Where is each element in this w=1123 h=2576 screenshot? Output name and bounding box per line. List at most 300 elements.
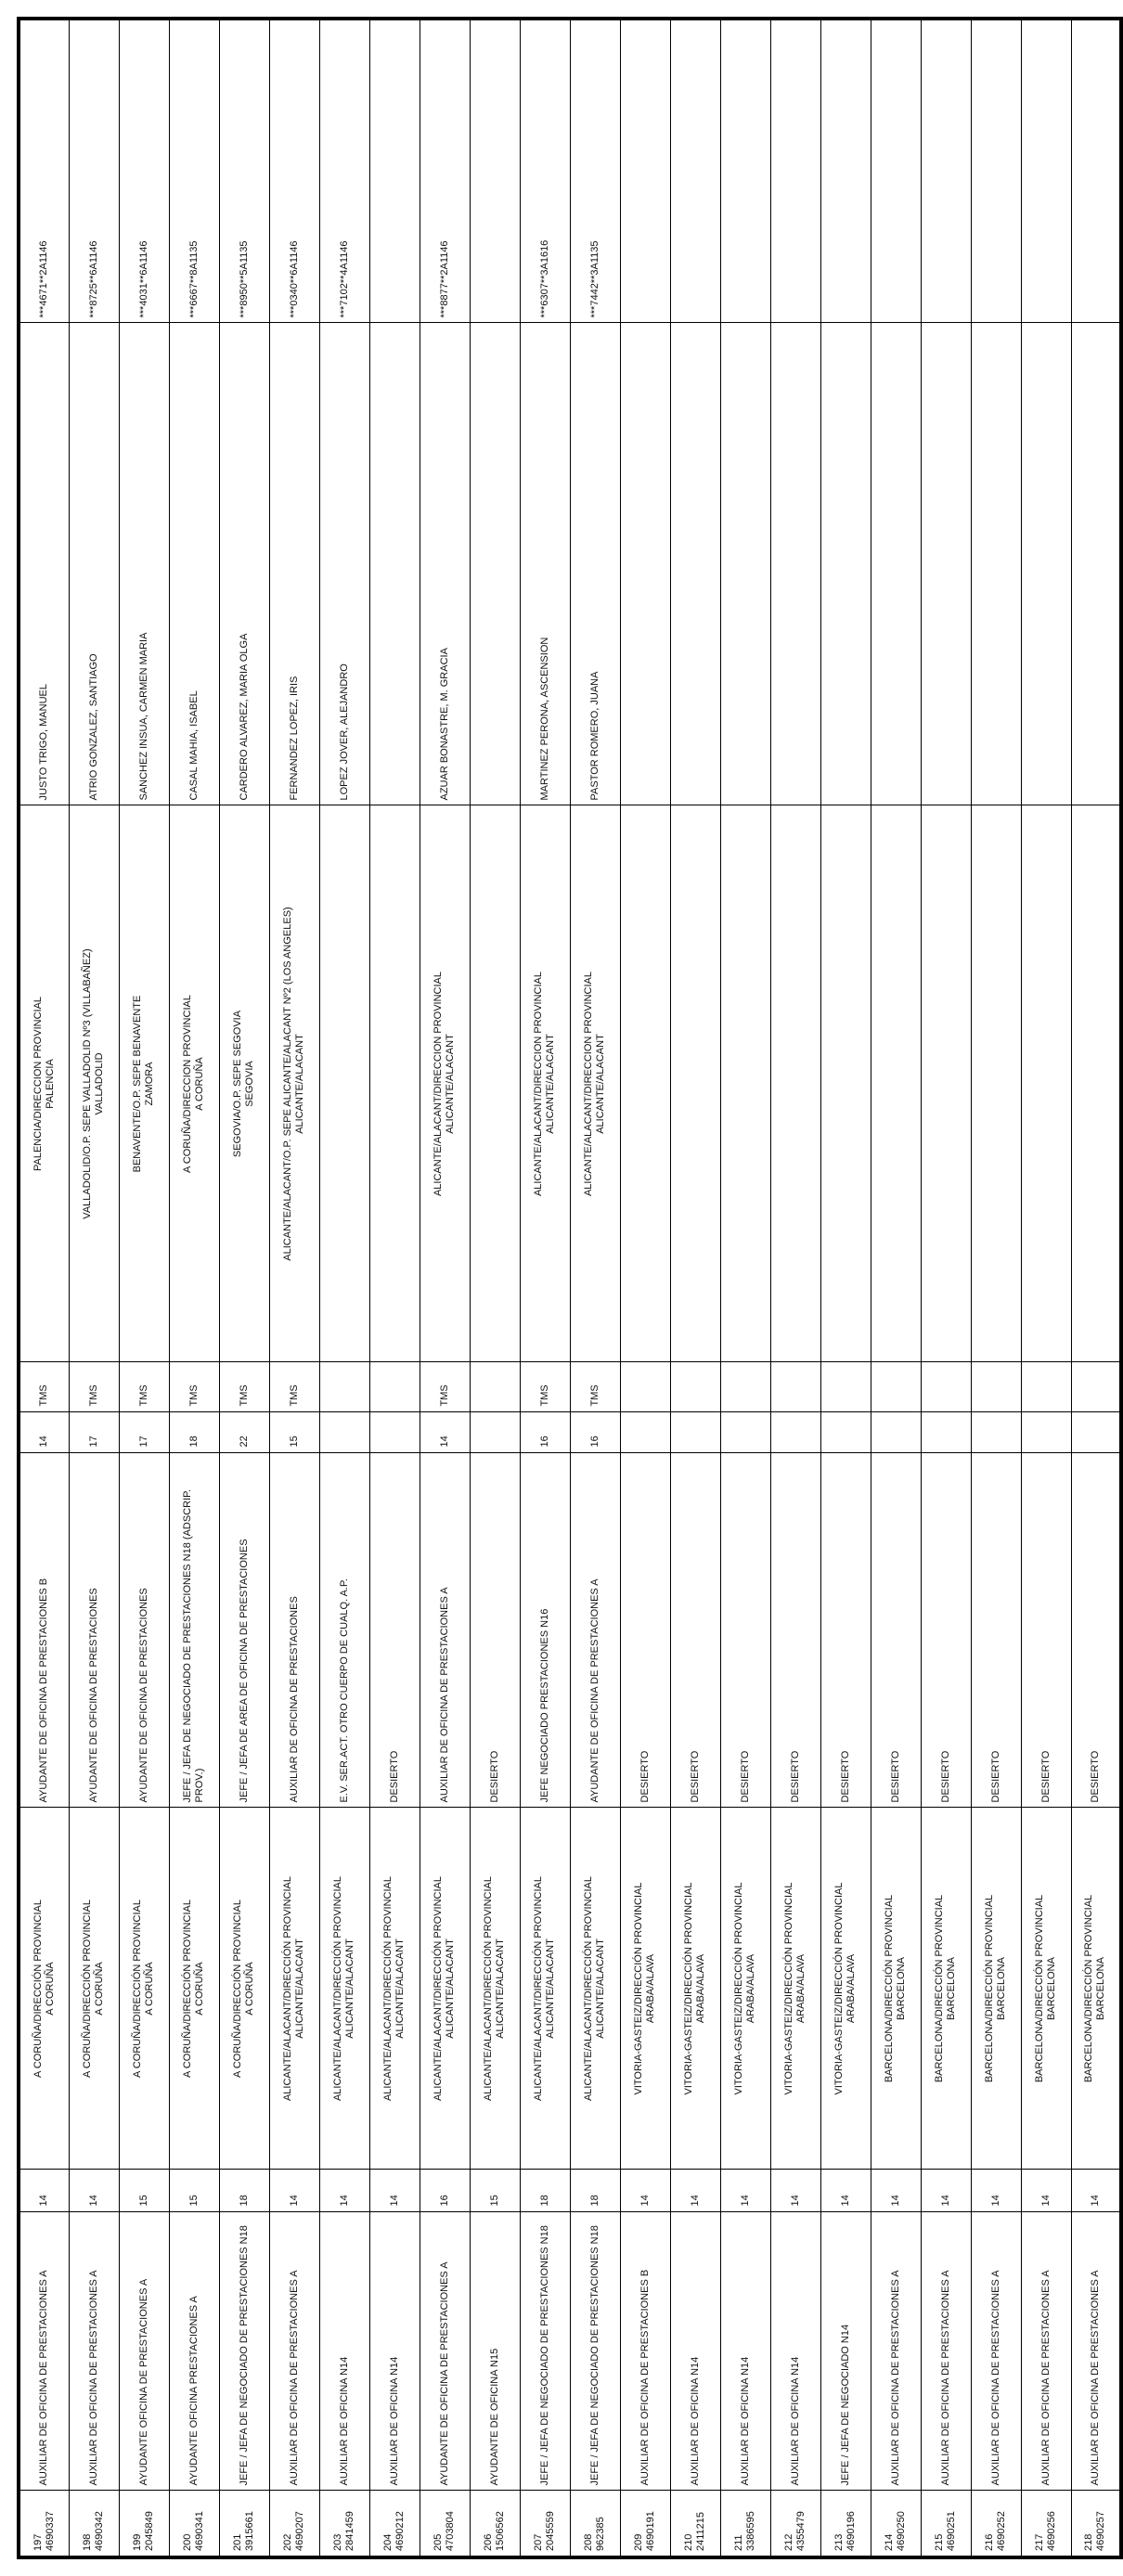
order-cell [1021, 2491, 1071, 2557]
position-cell: AUXILIAR DE OFICINA DE PRESTACIONES B [620, 2212, 670, 2491]
origin-position-cell: AYUDANTE DE OFICINA DE PRESTACIONES [119, 1453, 169, 1808]
name-cell [369, 323, 420, 805]
origin-position-cell: JEFE / JEFA DE NEGOCIADO DE PRESTACIONES N18 (ADSCRIP. PROV.) [169, 1453, 219, 1808]
location-cell [720, 1808, 770, 2170]
order-cell [871, 2491, 921, 2557]
id-cell [1071, 19, 1121, 323]
origin-location-unit: A CORUÑA/DIRECCION PROVINCIAL [182, 995, 193, 1173]
order-number: 214 [884, 2533, 895, 2551]
order-number: 215 [934, 2533, 945, 2551]
table-row [69, 19, 119, 2557]
position-cell: AUXILIAR DE OFICINA DE PRESTACIONES A [971, 2212, 1021, 2491]
order-number: 208 [583, 2533, 594, 2551]
origin-ministry-cell [319, 1362, 369, 1412]
location-cell [19, 1808, 69, 2170]
origin-location-cell [219, 805, 269, 1362]
origin-position-cell: DESIERTO [770, 1453, 820, 1808]
position-cell: AUXILIAR DE OFICINA N14 [670, 2212, 720, 2491]
name-cell [770, 323, 820, 805]
order-cell [620, 2491, 670, 2557]
origin-level-cell [770, 1412, 820, 1453]
origin-ministry-cell [369, 1362, 420, 1412]
origin-level-cell [971, 1412, 1021, 1453]
origin-ministry-cell [720, 1362, 770, 1412]
origin-location-province: A CORUÑA [194, 1057, 205, 1111]
position-code: 2045849 [144, 2511, 155, 2551]
location-cell [921, 1808, 971, 2170]
order-number: 198 [82, 2533, 93, 2551]
order-cell [820, 2491, 871, 2557]
order-number: 203 [332, 2533, 343, 2551]
table-row [620, 19, 670, 2557]
location-province: A CORUÑA [94, 1962, 105, 2016]
origin-location-unit: VALLADOLID/O.P. SEPE VALLADOLID Nº3 (VILLABAÑEZ) [82, 948, 93, 1219]
level-cell: 14 [871, 2170, 921, 2212]
origin-location-cell [921, 805, 971, 1362]
origin-position-cell: DESIERTO [720, 1453, 770, 1808]
location-cell [219, 1808, 269, 2170]
position-cell: AUXILIAR DE OFICINA N14 [720, 2212, 770, 2491]
location-unit: A CORUÑA/DIRECCIÓN PROVINCIAL [82, 1900, 93, 2078]
level-cell: 14 [670, 2170, 720, 2212]
order-cell [69, 2491, 119, 2557]
table-row [269, 19, 319, 2557]
id-cell [670, 19, 720, 323]
location-province: ARABA/ALAVA [695, 1953, 706, 2024]
origin-position-cell: JEFE NEGOCIADO PRESTACIONES N16 [520, 1453, 570, 1808]
origin-location-cell [319, 805, 369, 1362]
name-cell [470, 323, 520, 805]
origin-position-cell: DESIERTO [820, 1453, 871, 1808]
position-code: 962385 [595, 2517, 606, 2551]
location-unit: VITORIA-GASTEIZ/DIRECCIÓN PROVINCIAL [783, 1882, 794, 2095]
origin-location-cell [119, 805, 169, 1362]
origin-location-unit: PALENCIA/DIRECCION PROVINCIAL [32, 996, 44, 1172]
origin-location-cell [169, 805, 219, 1362]
origin-ministry-cell: TMS [119, 1362, 169, 1412]
name-cell: AZUAR BONASTRE, M. GRACIA [420, 323, 470, 805]
origin-position-cell: DESIERTO [871, 1453, 921, 1808]
order-number: 201 [232, 2533, 243, 2551]
id-cell [369, 19, 420, 323]
location-unit: VITORIA-GASTEIZ/DIRECCIÓN PROVINCIAL [833, 1882, 845, 2095]
location-province: A CORUÑA [244, 1962, 255, 2016]
origin-level-cell [921, 1412, 971, 1453]
origin-ministry-cell [971, 1362, 1021, 1412]
level-cell: 14 [820, 2170, 871, 2212]
table-row [1021, 19, 1071, 2557]
location-province: ALICANTE/ALACANT [294, 1938, 305, 2039]
origin-ministry-cell: TMS [570, 1362, 620, 1412]
id-cell [720, 19, 770, 323]
position-cell: AUXILIAR DE OFICINA DE PRESTACIONES A [19, 2212, 69, 2491]
location-province: BARCELONA [1046, 1957, 1057, 2020]
location-province: BARCELONA [996, 1957, 1007, 2020]
order-cell [269, 2491, 319, 2557]
origin-location-province: ZAMORA [144, 1062, 155, 1106]
origin-location-province: ALICANTE/ALACANT [294, 1034, 305, 1134]
origin-level-cell [820, 1412, 871, 1453]
origin-location-cell [720, 805, 770, 1362]
location-cell [470, 1808, 520, 2170]
location-province: ALICANTE/ALACANT [394, 1938, 406, 2039]
order-number: 211 [733, 2534, 744, 2551]
order-number: 204 [382, 2533, 394, 2551]
position-code: 4690341 [194, 2511, 205, 2551]
order-cell [319, 2491, 369, 2557]
origin-ministry-cell [871, 1362, 921, 1412]
order-number: 199 [132, 2533, 143, 2551]
order-number: 216 [984, 2533, 995, 2551]
origin-ministry-cell [1021, 1362, 1071, 1412]
origin-level-cell: 16 [570, 1412, 620, 1453]
position-code: 4690342 [94, 2511, 105, 2551]
location-unit: BARCELONA/DIRECCIÓN PROVINCIAL [1034, 1894, 1045, 2083]
name-cell [820, 323, 871, 805]
location-province: A CORUÑA [44, 1962, 56, 2016]
name-cell: SANCHEZ INSUA, CARMEN MARIA [119, 323, 169, 805]
origin-location-cell [770, 805, 820, 1362]
order-number: 209 [633, 2533, 644, 2551]
table-row [820, 19, 871, 2557]
table-row [369, 19, 420, 2557]
name-cell [670, 323, 720, 805]
origin-location-cell [19, 805, 69, 1362]
level-cell: 14 [369, 2170, 420, 2212]
id-cell [871, 19, 921, 323]
order-number: 200 [182, 2533, 193, 2551]
location-unit: A CORUÑA/DIRECCIÓN PROVINCIAL [232, 1900, 243, 2078]
name-cell: ATRIO GONZALEZ, SANTIAGO [69, 323, 119, 805]
name-cell: FERNANDEZ LOPEZ, IRIS [269, 323, 319, 805]
origin-ministry-cell [921, 1362, 971, 1412]
position-cell: AYUDANTE DE OFICINA DE PRESTACIONES A [420, 2212, 470, 2491]
origin-level-cell: 18 [169, 1412, 219, 1453]
location-province: A CORUÑA [144, 1962, 155, 2016]
origin-level-cell [319, 1412, 369, 1453]
table-row [119, 19, 169, 2557]
order-number: 206 [483, 2533, 494, 2551]
location-cell [420, 1808, 470, 2170]
order-number: 218 [1083, 2533, 1095, 2551]
position-cell: AUXILIAR DE OFICINA DE PRESTACIONES A [871, 2212, 921, 2491]
origin-level-cell [871, 1412, 921, 1453]
level-cell: 18 [570, 2170, 620, 2212]
location-cell [670, 1808, 720, 2170]
location-province: BARCELONA [946, 1957, 957, 2020]
location-cell [520, 1808, 570, 2170]
order-number: 202 [282, 2533, 293, 2551]
position-code: 2841459 [344, 2511, 355, 2551]
location-unit: BARCELONA/DIRECCIÓN PROVINCIAL [884, 1894, 895, 2083]
position-code: 4690337 [44, 2511, 56, 2551]
origin-ministry-cell [1071, 1362, 1121, 1412]
location-cell [620, 1808, 670, 2170]
table-row [520, 19, 570, 2557]
origin-level-cell [670, 1412, 720, 1453]
order-number: 217 [1034, 2533, 1045, 2551]
location-cell [319, 1808, 369, 2170]
location-cell [871, 1808, 921, 2170]
order-number: 212 [783, 2533, 794, 2551]
origin-position-cell: DESIERTO [1071, 1453, 1121, 1808]
location-cell [820, 1808, 871, 2170]
position-cell: AUXILIAR DE OFICINA N14 [770, 2212, 820, 2491]
position-code: 2045559 [545, 2511, 556, 2551]
order-cell [219, 2491, 269, 2557]
origin-level-cell [1071, 1412, 1121, 1453]
position-code: 4690207 [294, 2511, 305, 2551]
id-cell: ***8877**2A1146 [420, 19, 470, 323]
origin-position-cell: DESIERTO [670, 1453, 720, 1808]
location-unit: A CORUÑA/DIRECCIÓN PROVINCIAL [182, 1900, 193, 2078]
origin-level-cell [1021, 1412, 1071, 1453]
origin-location-province: SEGOVIA [244, 1061, 255, 1107]
position-cell: AYUDANTE OFICINA DE PRESTACIONES A [119, 2212, 169, 2491]
location-cell [971, 1808, 1021, 2170]
location-cell [1071, 1808, 1121, 2170]
position-cell: AUXILIAR DE OFICINA DE PRESTACIONES A [1071, 2212, 1121, 2491]
origin-location-unit: ALICANTE/ALACANT/DIRECCION PROVINCIAL [533, 971, 544, 1197]
id-cell: ***4671**2A1146 [19, 19, 69, 323]
origin-level-cell [470, 1412, 520, 1453]
origin-level-cell: 17 [119, 1412, 169, 1453]
origin-level-cell: 17 [69, 1412, 119, 1453]
origin-position-cell: JEFE / JEFA DE AREA DE OFICINA DE PRESTACIONES [219, 1453, 269, 1808]
order-number: 197 [32, 2533, 44, 2551]
level-cell: 15 [470, 2170, 520, 2212]
origin-position-cell: AYUDANTE DE OFICINA DE PRESTACIONES A [570, 1453, 620, 1808]
position-code: 3915661 [244, 2511, 255, 2551]
origin-position-cell: DESIERTO [971, 1453, 1021, 1808]
name-cell [620, 323, 670, 805]
origin-location-cell [971, 805, 1021, 1362]
id-cell [921, 19, 971, 323]
origin-ministry-cell: TMS [69, 1362, 119, 1412]
name-cell [971, 323, 1021, 805]
position-cell: AUXILIAR DE OFICINA N14 [319, 2212, 369, 2491]
name-cell: LOPEZ JOVER, ALEJANDRO [319, 323, 369, 805]
origin-level-cell: 22 [219, 1412, 269, 1453]
origin-location-cell [420, 805, 470, 1362]
origin-location-unit: SEGOVIA/O.P. SEPE SEGOVIA [232, 1010, 243, 1158]
position-cell: JEFE / JEFA DE NEGOCIADO DE PRESTACIONES N18 [570, 2212, 620, 2491]
origin-location-cell [520, 805, 570, 1362]
level-cell: 14 [1071, 2170, 1121, 2212]
id-cell: ***8725**6A1146 [69, 19, 119, 323]
location-province: ARABA/ALAVA [645, 1953, 656, 2024]
origin-ministry-cell: TMS [19, 1362, 69, 1412]
table-row [169, 19, 219, 2557]
table-row [219, 19, 269, 2557]
table-row [720, 19, 770, 2557]
location-province: ARABA/ALAVA [745, 1953, 756, 2024]
origin-location-unit: ALICANTE/ALACANT/O.P. SEPE ALICANTE/ALACANT Nº2 (LOS ANGELES) [282, 907, 293, 1261]
origin-location-cell [69, 805, 119, 1362]
origin-level-cell: 15 [269, 1412, 319, 1453]
table-row [921, 19, 971, 2557]
level-cell: 14 [19, 2170, 69, 2212]
order-cell [770, 2491, 820, 2557]
level-cell: 15 [169, 2170, 219, 2212]
position-cell: JEFE / JEFA DE NEGOCIADO N14 [820, 2212, 871, 2491]
location-cell [770, 1808, 820, 2170]
order-cell [19, 2491, 69, 2557]
name-cell: CARDERO ALVAREZ, MARIA OLGA [219, 323, 269, 805]
id-cell: ***8950**5A1135 [219, 19, 269, 323]
level-cell: 14 [1021, 2170, 1071, 2212]
origin-position-cell: AYUDANTE DE OFICINA DE PRESTACIONES [69, 1453, 119, 1808]
order-number: 210 [683, 2533, 694, 2551]
location-province: A CORUÑA [194, 1962, 205, 2016]
location-province: ALICANTE/ALACANT [595, 1938, 606, 2039]
order-cell [520, 2491, 570, 2557]
location-unit: BARCELONA/DIRECCIÓN PROVINCIAL [1083, 1894, 1095, 2083]
location-cell [69, 1808, 119, 2170]
origin-location-cell [670, 805, 720, 1362]
position-code: 4690212 [394, 2511, 406, 2551]
name-cell: JUSTO TRIGO, MANUEL [19, 323, 69, 805]
position-cell: AUXILIAR DE OFICINA DE PRESTACIONES A [69, 2212, 119, 2491]
location-unit: ALICANTE/ALACANT/DIRECCIÓN PROVINCIAL [583, 1875, 594, 2102]
name-cell: MARTINEZ PERONA, ASCENSION [520, 323, 570, 805]
table-row [570, 19, 620, 2557]
name-cell [1071, 323, 1121, 805]
location-province: BARCELONA [1095, 1957, 1107, 2020]
resolution-table [17, 17, 1123, 2559]
level-cell: 18 [219, 2170, 269, 2212]
level-cell: 15 [119, 2170, 169, 2212]
position-cell: JEFE / JEFA DE NEGOCIADO DE PRESTACIONES N18 [219, 2212, 269, 2491]
location-unit: ALICANTE/ALACANT/DIRECCIÓN PROVINCIAL [282, 1875, 293, 2102]
level-cell: 14 [620, 2170, 670, 2212]
position-cell: AUXILIAR DE OFICINA DE PRESTACIONES A [269, 2212, 319, 2491]
id-cell [620, 19, 670, 323]
id-cell: ***6307**3A1616 [520, 19, 570, 323]
level-cell: 14 [720, 2170, 770, 2212]
order-cell [169, 2491, 219, 2557]
position-cell: AUXILIAR DE OFICINA DE PRESTACIONES A [921, 2212, 971, 2491]
order-number: 207 [533, 2533, 544, 2551]
origin-level-cell: 14 [420, 1412, 470, 1453]
location-cell [1021, 1808, 1071, 2170]
position-code: 4690257 [1095, 2511, 1107, 2551]
position-code: 4355479 [795, 2511, 807, 2551]
position-code: 4690256 [1046, 2511, 1057, 2551]
origin-ministry-cell: TMS [269, 1362, 319, 1412]
order-cell [1071, 2491, 1121, 2557]
position-code: 3386595 [745, 2511, 756, 2551]
origin-position-cell: DESIERTO [921, 1453, 971, 1808]
position-cell: JEFE / JEFA DE NEGOCIADO DE PRESTACIONES N18 [520, 2212, 570, 2491]
location-unit: ALICANTE/ALACANT/DIRECCIÓN PROVINCIAL [483, 1875, 494, 2102]
origin-position-cell: AUXILIAR DE OFICINA DE PRESTACIONES [269, 1453, 319, 1808]
location-province: ALICANTE/ALACANT [545, 1938, 556, 2039]
table-row [971, 19, 1021, 2557]
origin-level-cell [620, 1412, 670, 1453]
order-cell [670, 2491, 720, 2557]
order-cell [470, 2491, 520, 2557]
origin-position-cell: AYUDANTE DE OFICINA DE PRESTACIONES B [19, 1453, 69, 1808]
location-unit: ALICANTE/ALACANT/DIRECCIÓN PROVINCIAL [332, 1875, 343, 2102]
id-cell [1021, 19, 1071, 323]
name-cell [921, 323, 971, 805]
origin-ministry-cell [670, 1362, 720, 1412]
position-code: 4690252 [996, 2511, 1007, 2551]
name-cell [720, 323, 770, 805]
origin-ministry-cell [620, 1362, 670, 1412]
origin-ministry-cell: TMS [520, 1362, 570, 1412]
id-cell [770, 19, 820, 323]
origin-location-province: ALICANTE/ALACANT [595, 1034, 606, 1134]
position-cell: AYUDANTE OFICINA PRESTACIONES A [169, 2212, 219, 2491]
position-code: 4690191 [645, 2511, 656, 2551]
order-cell [420, 2491, 470, 2557]
origin-position-cell: DESIERTO [470, 1453, 520, 1808]
origin-level-cell: 14 [19, 1412, 69, 1453]
location-province: ALICANTE/ALACANT [344, 1938, 355, 2039]
origin-location-cell [269, 805, 319, 1362]
table-row [770, 19, 820, 2557]
location-unit: A CORUÑA/DIRECCIÓN PROVINCIAL [32, 1900, 44, 2078]
location-unit: A CORUÑA/DIRECCIÓN PROVINCIAL [132, 1900, 143, 2078]
position-code: 4703804 [445, 2511, 456, 2551]
origin-ministry-cell [770, 1362, 820, 1412]
location-unit: BARCELONA/DIRECCIÓN PROVINCIAL [984, 1894, 995, 2083]
level-cell: 14 [69, 2170, 119, 2212]
id-cell: ***0340**6A1146 [269, 19, 319, 323]
name-cell [871, 323, 921, 805]
origin-location-cell [820, 805, 871, 1362]
order-number: 213 [833, 2533, 845, 2551]
position-cell: AUXILIAR DE OFICINA N14 [369, 2212, 420, 2491]
origin-ministry-cell [820, 1362, 871, 1412]
origin-location-province: ALICANTE/ALACANT [445, 1034, 456, 1134]
table-row [1071, 19, 1121, 2557]
location-cell [119, 1808, 169, 2170]
position-code: 4690250 [896, 2511, 907, 2551]
order-cell [921, 2491, 971, 2557]
location-unit: ALICANTE/ALACANT/DIRECCIÓN PROVINCIAL [533, 1875, 544, 2102]
location-unit: VITORIA-GASTEIZ/DIRECCIÓN PROVINCIAL [683, 1882, 694, 2095]
order-cell [369, 2491, 420, 2557]
location-province: ARABA/ALAVA [795, 1953, 807, 2024]
table-row [319, 19, 369, 2557]
origin-ministry-cell [470, 1362, 520, 1412]
id-cell [470, 19, 520, 323]
table-row [19, 19, 69, 2557]
id-cell [971, 19, 1021, 323]
table-row [470, 19, 520, 2557]
origin-location-cell [369, 805, 420, 1362]
origin-level-cell: 16 [520, 1412, 570, 1453]
position-cell: AYUDANTE DE OFICINA N15 [470, 2212, 520, 2491]
position-code: 4690251 [946, 2511, 957, 2551]
origin-location-province: VALLADOLID [94, 1052, 105, 1115]
position-cell: AUXILIAR DE OFICINA DE PRESTACIONES A [1021, 2212, 1071, 2491]
level-cell: 14 [921, 2170, 971, 2212]
location-cell [369, 1808, 420, 2170]
location-unit: ALICANTE/ALACANT/DIRECCIÓN PROVINCIAL [382, 1875, 394, 2102]
origin-ministry-cell: TMS [420, 1362, 470, 1412]
origin-location-province: ALICANTE/ALACANT [545, 1034, 556, 1134]
origin-ministry-cell: TMS [219, 1362, 269, 1412]
id-cell: ***7442**3A1135 [570, 19, 620, 323]
origin-ministry-cell: TMS [169, 1362, 219, 1412]
location-cell [269, 1808, 319, 2170]
table-row [420, 19, 470, 2557]
location-province: ALICANTE/ALACANT [445, 1938, 456, 2039]
